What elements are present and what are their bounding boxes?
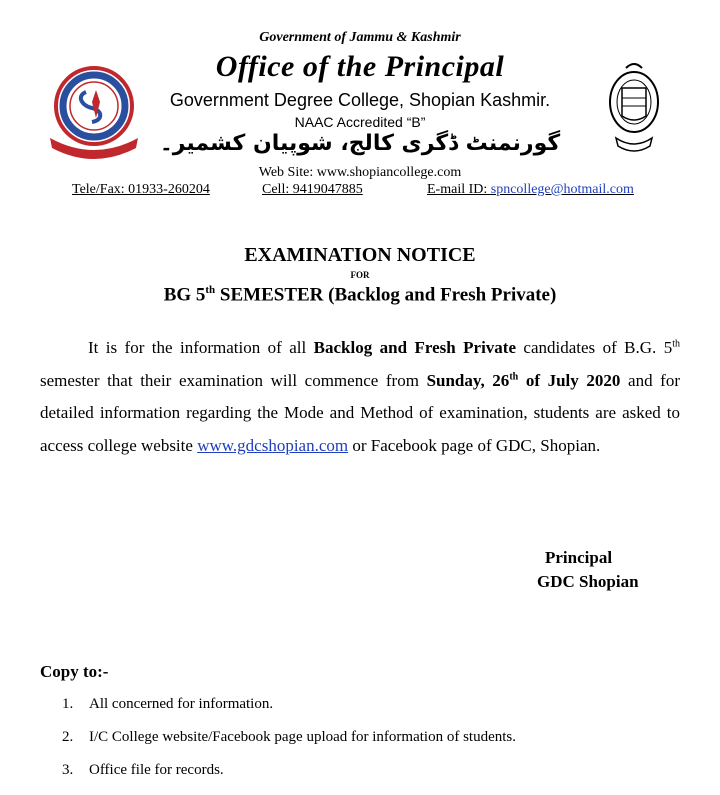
email-link[interactable]: spncollege@hotmail.com — [490, 182, 634, 197]
body-part-5: or Facebook page of GDC, Shopian. — [348, 435, 601, 455]
notice-title: EXAMINATION NOTICE — [244, 244, 476, 266]
body-part-2: candidates of B.G. 5 — [516, 338, 673, 357]
signature-office: GDC Shopian — [537, 572, 639, 591]
body-bold-2: Sunday, 26 — [426, 370, 510, 390]
subtitle-prefix: BG 5 — [163, 284, 206, 306]
college-name: Government Degree College, Shopian Kashmir. — [169, 90, 551, 110]
email-line — [427, 182, 634, 198]
copy-to-heading: Copy to:- — [40, 662, 109, 681]
copy-to-item — [62, 762, 516, 795]
website-line: Web Site: www.shopiancollege.com — [258, 165, 462, 180]
notice-body — [40, 332, 680, 462]
notice-subtitle — [0, 284, 720, 306]
notice-for: FOR — [350, 270, 370, 280]
body-part-1: It is for the information of all — [88, 338, 314, 357]
copy-item-text: Office file for records. — [89, 762, 224, 778]
tele-fax: Tele/Fax: 01933-260204 — [72, 182, 210, 197]
body-sup-1: th — [672, 338, 680, 350]
body-part-4: and for detailed information regarding the Mode and Method of examination, students are asked to access college website — [40, 370, 680, 455]
copy-to-item — [62, 729, 516, 762]
urdu-college-name: گورنمنٹ ڈگری کالج، شوپیان کشمیر۔ — [159, 131, 561, 156]
signature-title: Principal — [545, 548, 613, 567]
copy-item-text: All concerned for information. — [89, 696, 274, 712]
email-label: E-mail ID: — [427, 182, 491, 197]
office-title: Office of the Principal — [215, 50, 505, 83]
government-line: Government of Jammu & Kashmir — [259, 30, 461, 45]
body-bold-3: of July 2020 — [518, 370, 621, 390]
body-part-3: semester that their examination will commence from — [40, 370, 427, 390]
body-sup-2: th — [509, 370, 519, 382]
copy-to-item — [62, 696, 516, 729]
copy-to-list — [62, 696, 516, 795]
copy-item-number: 1. — [62, 696, 74, 712]
copy-item-number: 3. — [62, 762, 74, 778]
subtitle-sup: th — [205, 284, 216, 296]
subtitle-suffix: SEMESTER (Backlog and Fresh Private) — [215, 284, 557, 306]
college-emblem-icon — [46, 62, 142, 162]
college-website-link[interactable]: www.gdcshopian.com — [197, 435, 349, 455]
copy-item-number: 2. — [62, 729, 74, 745]
body-bold-1: Backlog and Fresh Private — [313, 338, 516, 357]
naac-accreditation: NAAC Accredited “B” — [294, 114, 426, 130]
state-emblem-icon — [606, 58, 662, 158]
cell-number: Cell: 9419047885 — [262, 182, 363, 197]
copy-item-text: I/C College website/Facebook page upload for information of students. — [89, 729, 516, 745]
